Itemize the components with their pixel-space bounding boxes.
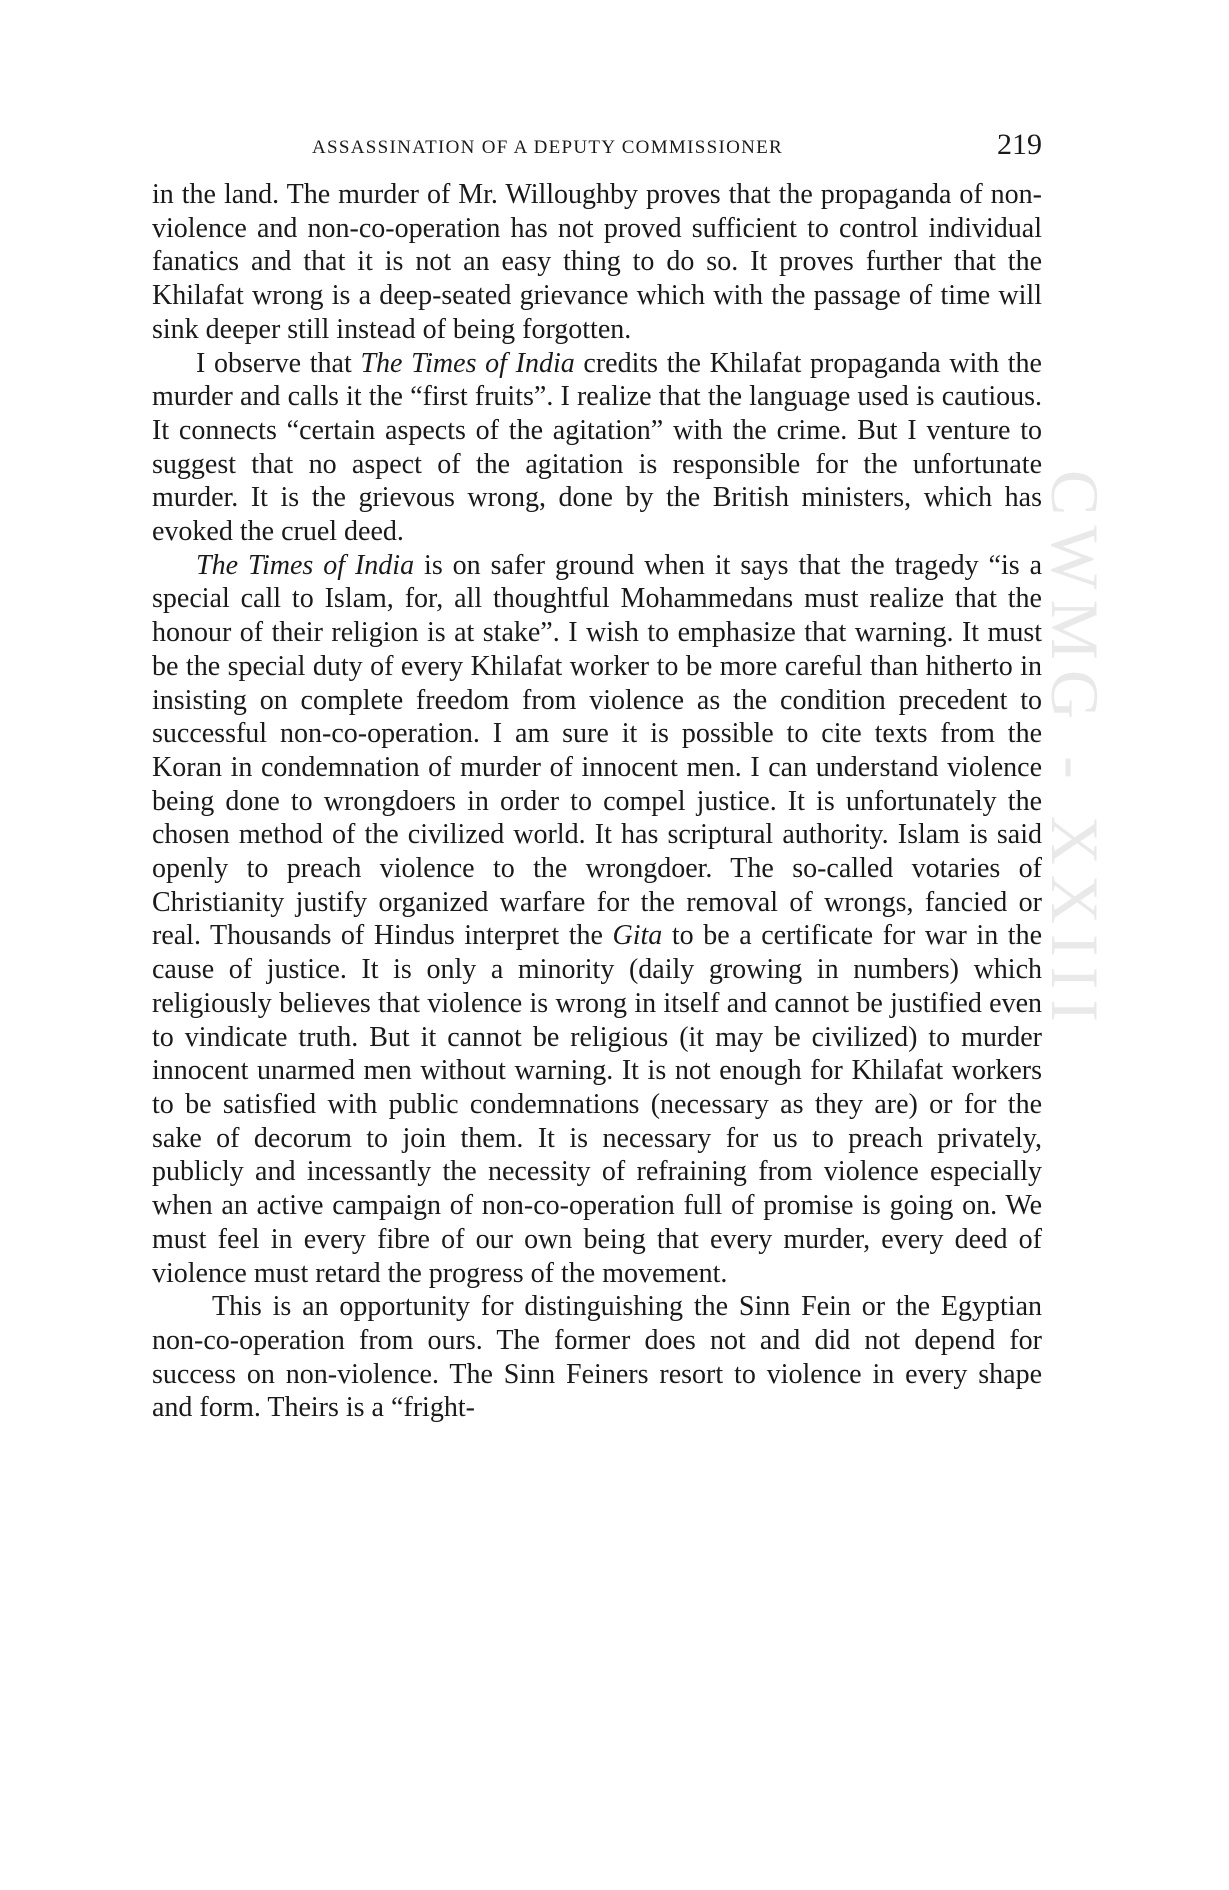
text-run: is on safer ground when it says that the tragedy “is a special call to Islam, for, all thoughtful Mohammedans must realize that the honour of their religion is at stake”. I wish to emphasize that warning. It must be the special duty of every Khilafat worker to be more careful than hitherto in insisting on complete freedom from violence as the condition precedent to successful non-co-operation. I am sure it is possible to cite texts from the Koran in condemnation of murder of innocent men. I can understand violence being done to wrongdoers in order to compel justice. It is unfortunately the chosen method of the civilized world. It has scriptural authority. Islam is said openly to preach violence to the wrongdoer. The so-called votaries of Christianity justify organized warfare for the removal of wrongs, fancied or real. Thousands of Hindus interpret the bbox=[152, 549, 1043, 952]
running-head: ASSASSINATION OF A DEPUTY COMMISSIONER bbox=[312, 137, 783, 158]
paragraph bbox=[152, 1290, 1042, 1425]
italic-title: The Times of India bbox=[196, 549, 415, 581]
text-run: This is an opportunity for distinguishing the Sinn Fein or the Egyptian non-co-operation from ours. The former does not and did not depend for success on non-violence. The Sinn Feiners resort to violence in every shape and form. Theirs is a “fright- bbox=[152, 1291, 1042, 1424]
text-run: to be a certificate for war in the cause of justice. It is only a minority (daily growing in numbers) which religiously believes that violence is wrong in itself and cannot be justified even to vindicate truth. But it cannot be religious (it may be civilized) to murder innocent unarmed men without warning. It is not enough for Khilafat workers to be satisfied with public condemnations (necessary as they are) or for the sake of decorum to join them. It is necessary for us to preach privately, publicly and incessantly the necessity of refraining from violence especially when an active campaign of non-co-operation full of promise is going on. We must feel in every fibre of our own being that every murder, every deed of violence must retard the progress of the movement. bbox=[152, 920, 1042, 1289]
text-run: in the land. The murder of Mr. Willoughby proves that the propaganda of non-violence and non-co-operation has not proved sufficient to control individual fanatics and that it is not an easy thing to do so. It proves further that the Khilafat wrong is a deep-seated grievance which with the passage of time will sink deeper still instead of being forgotten. bbox=[152, 179, 1042, 345]
italic-title: Gita bbox=[612, 920, 663, 952]
page-number: 219 bbox=[997, 128, 1042, 161]
text-run: I observe that bbox=[196, 347, 361, 379]
text-run: credits the Khilafat propaganda with the murder and calls it the “first fruits”. I realize that the language used is cautious. It connects “certain aspects of the agitation” with the crime. But I venture to suggest that no aspect of the agitation is responsible for the unfortunate murder. It is the grievous wrong, done by the British ministers, which has evoked the cruel deed. bbox=[152, 347, 1042, 548]
italic-title: The Times of India bbox=[360, 347, 575, 379]
body-text bbox=[152, 178, 1042, 1425]
watermark-text: CWMG - XXIII bbox=[1037, 470, 1113, 1032]
watermark bbox=[1037, 470, 1120, 1430]
paragraph bbox=[152, 347, 1042, 549]
paragraph bbox=[152, 178, 1042, 347]
paragraph bbox=[152, 549, 1042, 1290]
page-header bbox=[152, 128, 1042, 168]
